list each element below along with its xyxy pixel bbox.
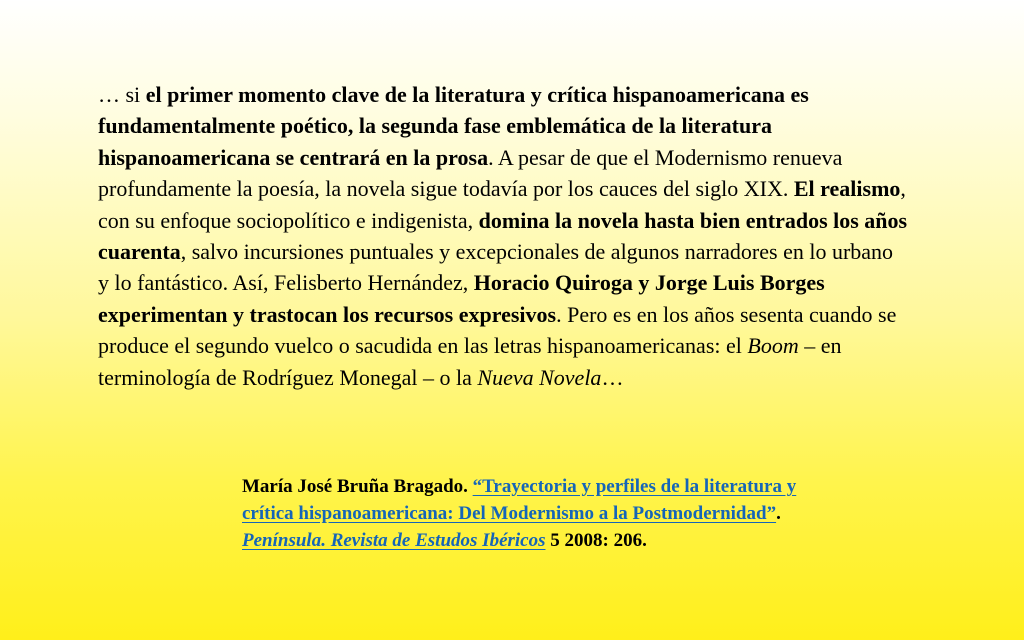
quote-paragraph [98, 79, 908, 393]
quote-emphasis: el primer momento clave de la literatura y crítica hispanoamericana es fundamentalmente poético, la segunda fase emblemática de la literatura hispanoamericana se centrará en la prosa [98, 82, 809, 170]
quote-emphasis: El realismo [793, 176, 901, 202]
quote-emphasis: domina la novela hasta bien entrados los años cuarenta [98, 207, 908, 265]
citation-author: María José Bruña Bragado. [242, 476, 468, 497]
quote-italic: Boom [747, 333, 799, 359]
journal-link[interactable]: Península. Revista de Estudos Ibéricos [242, 530, 546, 551]
quote-text: … si [98, 82, 146, 107]
article-title-link[interactable]: “Trayectoria y perfiles de la literatura y crítica hispanoamericana: Del Modernismo a la Postmodernidad” [242, 476, 797, 524]
citation-volume-year: 5 2008: 206. [545, 530, 647, 551]
citation-separator: . [776, 503, 781, 524]
quote-text: . A pesar de que el Modernismo renueva profundamente la poesía, la novela sigue todavía por los cauces del siglo XIX. [98, 144, 843, 202]
quote-italic: Nueva Novela [477, 364, 602, 390]
citation [242, 473, 842, 554]
quote-emphasis: Horacio Quiroga y Jorge Luis Borges experimentan y trastocan los recursos expresivos [98, 270, 825, 327]
quote-text: . Pero es en los años sesenta cuando se produce el segundo vuelco o sacudida en las letras hispanoamericanas: el [98, 301, 897, 359]
quote-text: – en terminología de Rodríguez Monegal – o la [98, 333, 842, 390]
quote-text: , salvo incursiones puntuales y excepcionales de algunos narradores en lo urbano y lo fantástico. Así, Felisberto Hernández, [98, 239, 894, 296]
quote-text: , con su enfoque sociopolítico e indigenista, [98, 176, 906, 233]
quote-text: … [601, 364, 624, 390]
